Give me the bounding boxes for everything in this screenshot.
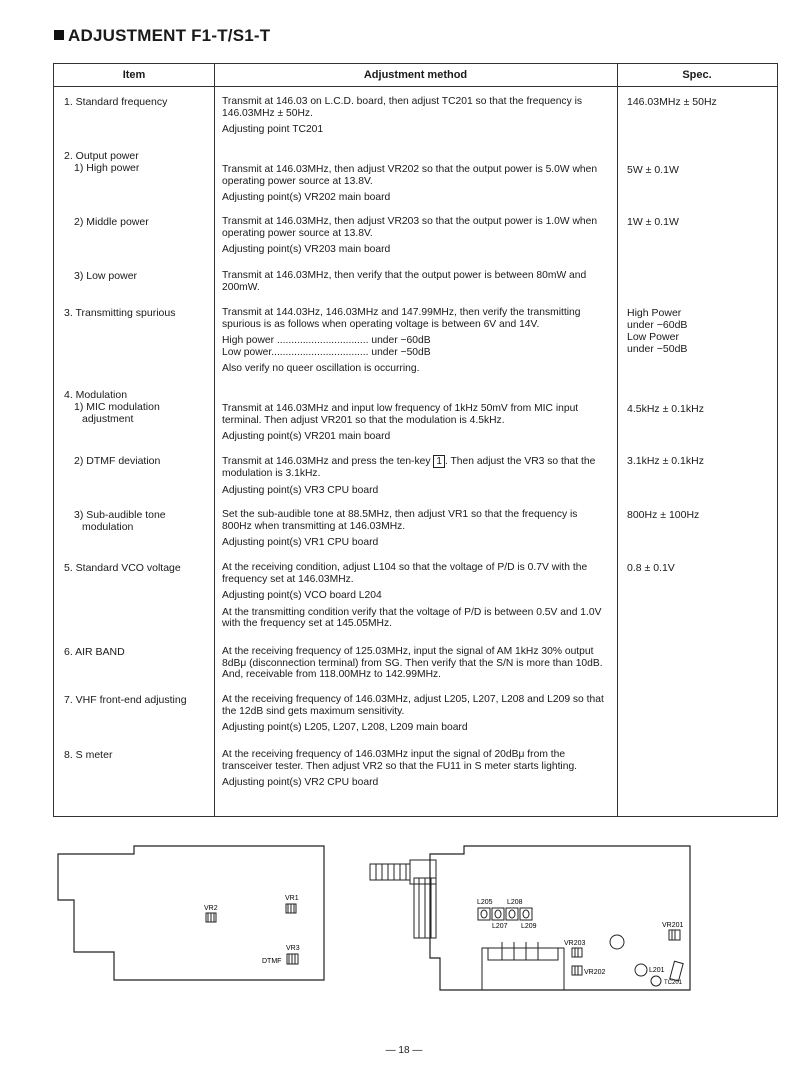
- method-cell: Set the sub-audible tone at 88.5MHz, then adjust VR1 so that the frequency is 800Hz when transmitting at 146.03MHz. Adjusting point(s) VR1 CPU board: [222, 509, 578, 548]
- spec-cell: 3.1kHz ± 0.1kHz: [627, 455, 704, 467]
- adjustment-table: [53, 63, 778, 817]
- l209-label: L209: [521, 923, 537, 930]
- ten-key-1: 1: [433, 455, 445, 468]
- item-cell: 3. Transmitting spurious: [64, 307, 176, 319]
- method-cell: At the receiving frequency of 146.03MHz, adjust L205, L207, L208 and L209 so that the 12dB sind gets maximum sensitivity. Adjusting point(s) L205, L207, L208, L209 main board: [222, 694, 604, 733]
- column-divider: [214, 64, 215, 816]
- item-cell: 4. Modulation 1) MIC modulation adjustment: [64, 389, 160, 425]
- item-cell: 3) Low power: [74, 270, 138, 282]
- item-cell: 8. S meter: [64, 749, 113, 761]
- header-spec: Spec.: [617, 64, 777, 87]
- coax-connector-icon: [370, 860, 436, 938]
- page-number: — 18 —: [385, 1045, 423, 1056]
- item-cell: 6. AIR BAND: [64, 646, 125, 658]
- method-cell: Transmit at 146.03MHz, then verify that the output power is between 80mW and 200mW.: [222, 270, 587, 293]
- method-cell: Transmit at 146.03MHz and press the ten-key 1 . Then adjust the VR3 so that the modulation is 3.1kHz. Adjusting point(s) VR3 CPU board: [222, 456, 596, 496]
- vr1-label: VR1: [285, 895, 299, 902]
- l208-label: L208: [507, 899, 523, 906]
- header-method: Adjustment method: [214, 64, 617, 87]
- board-outline: [58, 846, 324, 980]
- method-cell: Transmit at 146.03MHz and input low frequency of 1kHz 50mV from MIC input terminal. Then adjust VR201 so that the modulation is 4.5kHz. Adjusting point(s) VR201 main board: [222, 403, 579, 442]
- vr201-label: VR201: [662, 922, 684, 929]
- item-cell: 7. VHF front-end adjusting: [64, 694, 187, 706]
- l205-label: L205: [477, 899, 493, 906]
- method-cell: At the receiving condition, adjust L104 so that the voltage of P/D is 0.7V with the frequency set at 146.03MHz. Adjusting point(s) VCO board L204 At the transmitting condition verify that the voltage of P/D is between 0.5V and 1.0V with the frequency set at 145.05MHz.: [222, 562, 602, 629]
- method-cell: Transmit at 146.03MHz, then adjust VR203 so that the output power is 1.0W when operating power source at 13.8V. Adjusting point(s) VR203 main board: [222, 216, 598, 255]
- dtmf-label: DTMF: [262, 958, 282, 965]
- method-cell: At the receiving frequency of 125.03MHz, input the signal of AM 1kHz 30% output 8dBμ (disconnection terminal) from SG. Then verify that the S/N is more than 10dB. And, receivable from 118.00MHz to 142.99MHz.: [222, 646, 603, 680]
- vr202-label: VR202: [584, 969, 606, 976]
- method-cell: Transmit at 144.03Hz, 146.03MHz and 147.99MHz, then verify the transmitting spurious is as follows when operating voltage is between 6V and 14V. High power ................................ under −60dB Low power.................................. under −50dB Also verify no queer oscillation is occurring.: [222, 307, 581, 374]
- item-cell: 2) Middle power: [74, 216, 149, 228]
- vr202-trimmer-icon: [572, 966, 582, 975]
- main-board-diagram: [364, 838, 704, 998]
- l207-label: L207: [492, 923, 508, 930]
- spec-cell: 146.03MHz ± 50Hz: [627, 96, 717, 108]
- vr3-label: VR3: [286, 945, 300, 952]
- item-cell: 1. Standard frequency: [64, 96, 168, 108]
- vr203-trimmer-icon: [572, 948, 582, 957]
- coil-array-icon: [478, 908, 532, 920]
- l201-coil-icon: [635, 964, 647, 976]
- spec-cell: 800Hz ± 100Hz: [627, 509, 700, 521]
- method-cell: Transmit at 146.03MHz, then adjust VR202 so that the output power is 5.0W when operating power source at 13.8V. Adjusting point(s) VR202 main board: [222, 164, 598, 203]
- page-title: ADJUSTMENT F1-T/S1-T: [54, 26, 270, 46]
- column-divider: [617, 64, 618, 816]
- item-cell: 2. Output power 1) High power: [64, 150, 140, 174]
- item-cell: 5. Standard VCO voltage: [64, 562, 181, 574]
- vr203-label: VR203: [564, 940, 586, 947]
- spec-cell: 5W ± 0.1W: [627, 164, 679, 176]
- tc201-trimmer-icon: [651, 976, 661, 986]
- ic-block-icon: [482, 942, 564, 990]
- spec-cell: High Power under −60dB Low Power under −50dB: [627, 307, 688, 355]
- spec-cell: 0.8 ± 0.1V: [627, 562, 675, 574]
- tc201-label: TC201: [664, 980, 683, 986]
- cpu-board-diagram: [54, 840, 334, 990]
- component-icon: [670, 961, 683, 981]
- item-cell: 3) Sub-audible tone modulation: [74, 509, 166, 533]
- vr2-label: VR2: [204, 905, 218, 912]
- item-cell: 2) DTMF deviation: [74, 455, 161, 467]
- l201-label: L201: [649, 967, 665, 974]
- round-component-icon: [610, 935, 624, 949]
- method-cell: Transmit at 146.03 on L.C.D. board, then adjust TC201 so that the frequency is 146.03MHz ± 50Hz. Adjusting point TC201: [222, 96, 583, 135]
- method-cell: At the receiving frequency of 146.03MHz input the signal of 20dBμ from the transceiver tester. Then adjust VR2 so that the FU11 in S meter starts lighting. Adjusting point(s) VR2 CPU board: [222, 749, 578, 788]
- spec-cell: 1W ± 0.1W: [627, 216, 679, 228]
- square-bullet-icon: [54, 30, 64, 40]
- spec-cell: 4.5kHz ± 0.1kHz: [627, 403, 704, 415]
- header-item: Item: [54, 64, 214, 87]
